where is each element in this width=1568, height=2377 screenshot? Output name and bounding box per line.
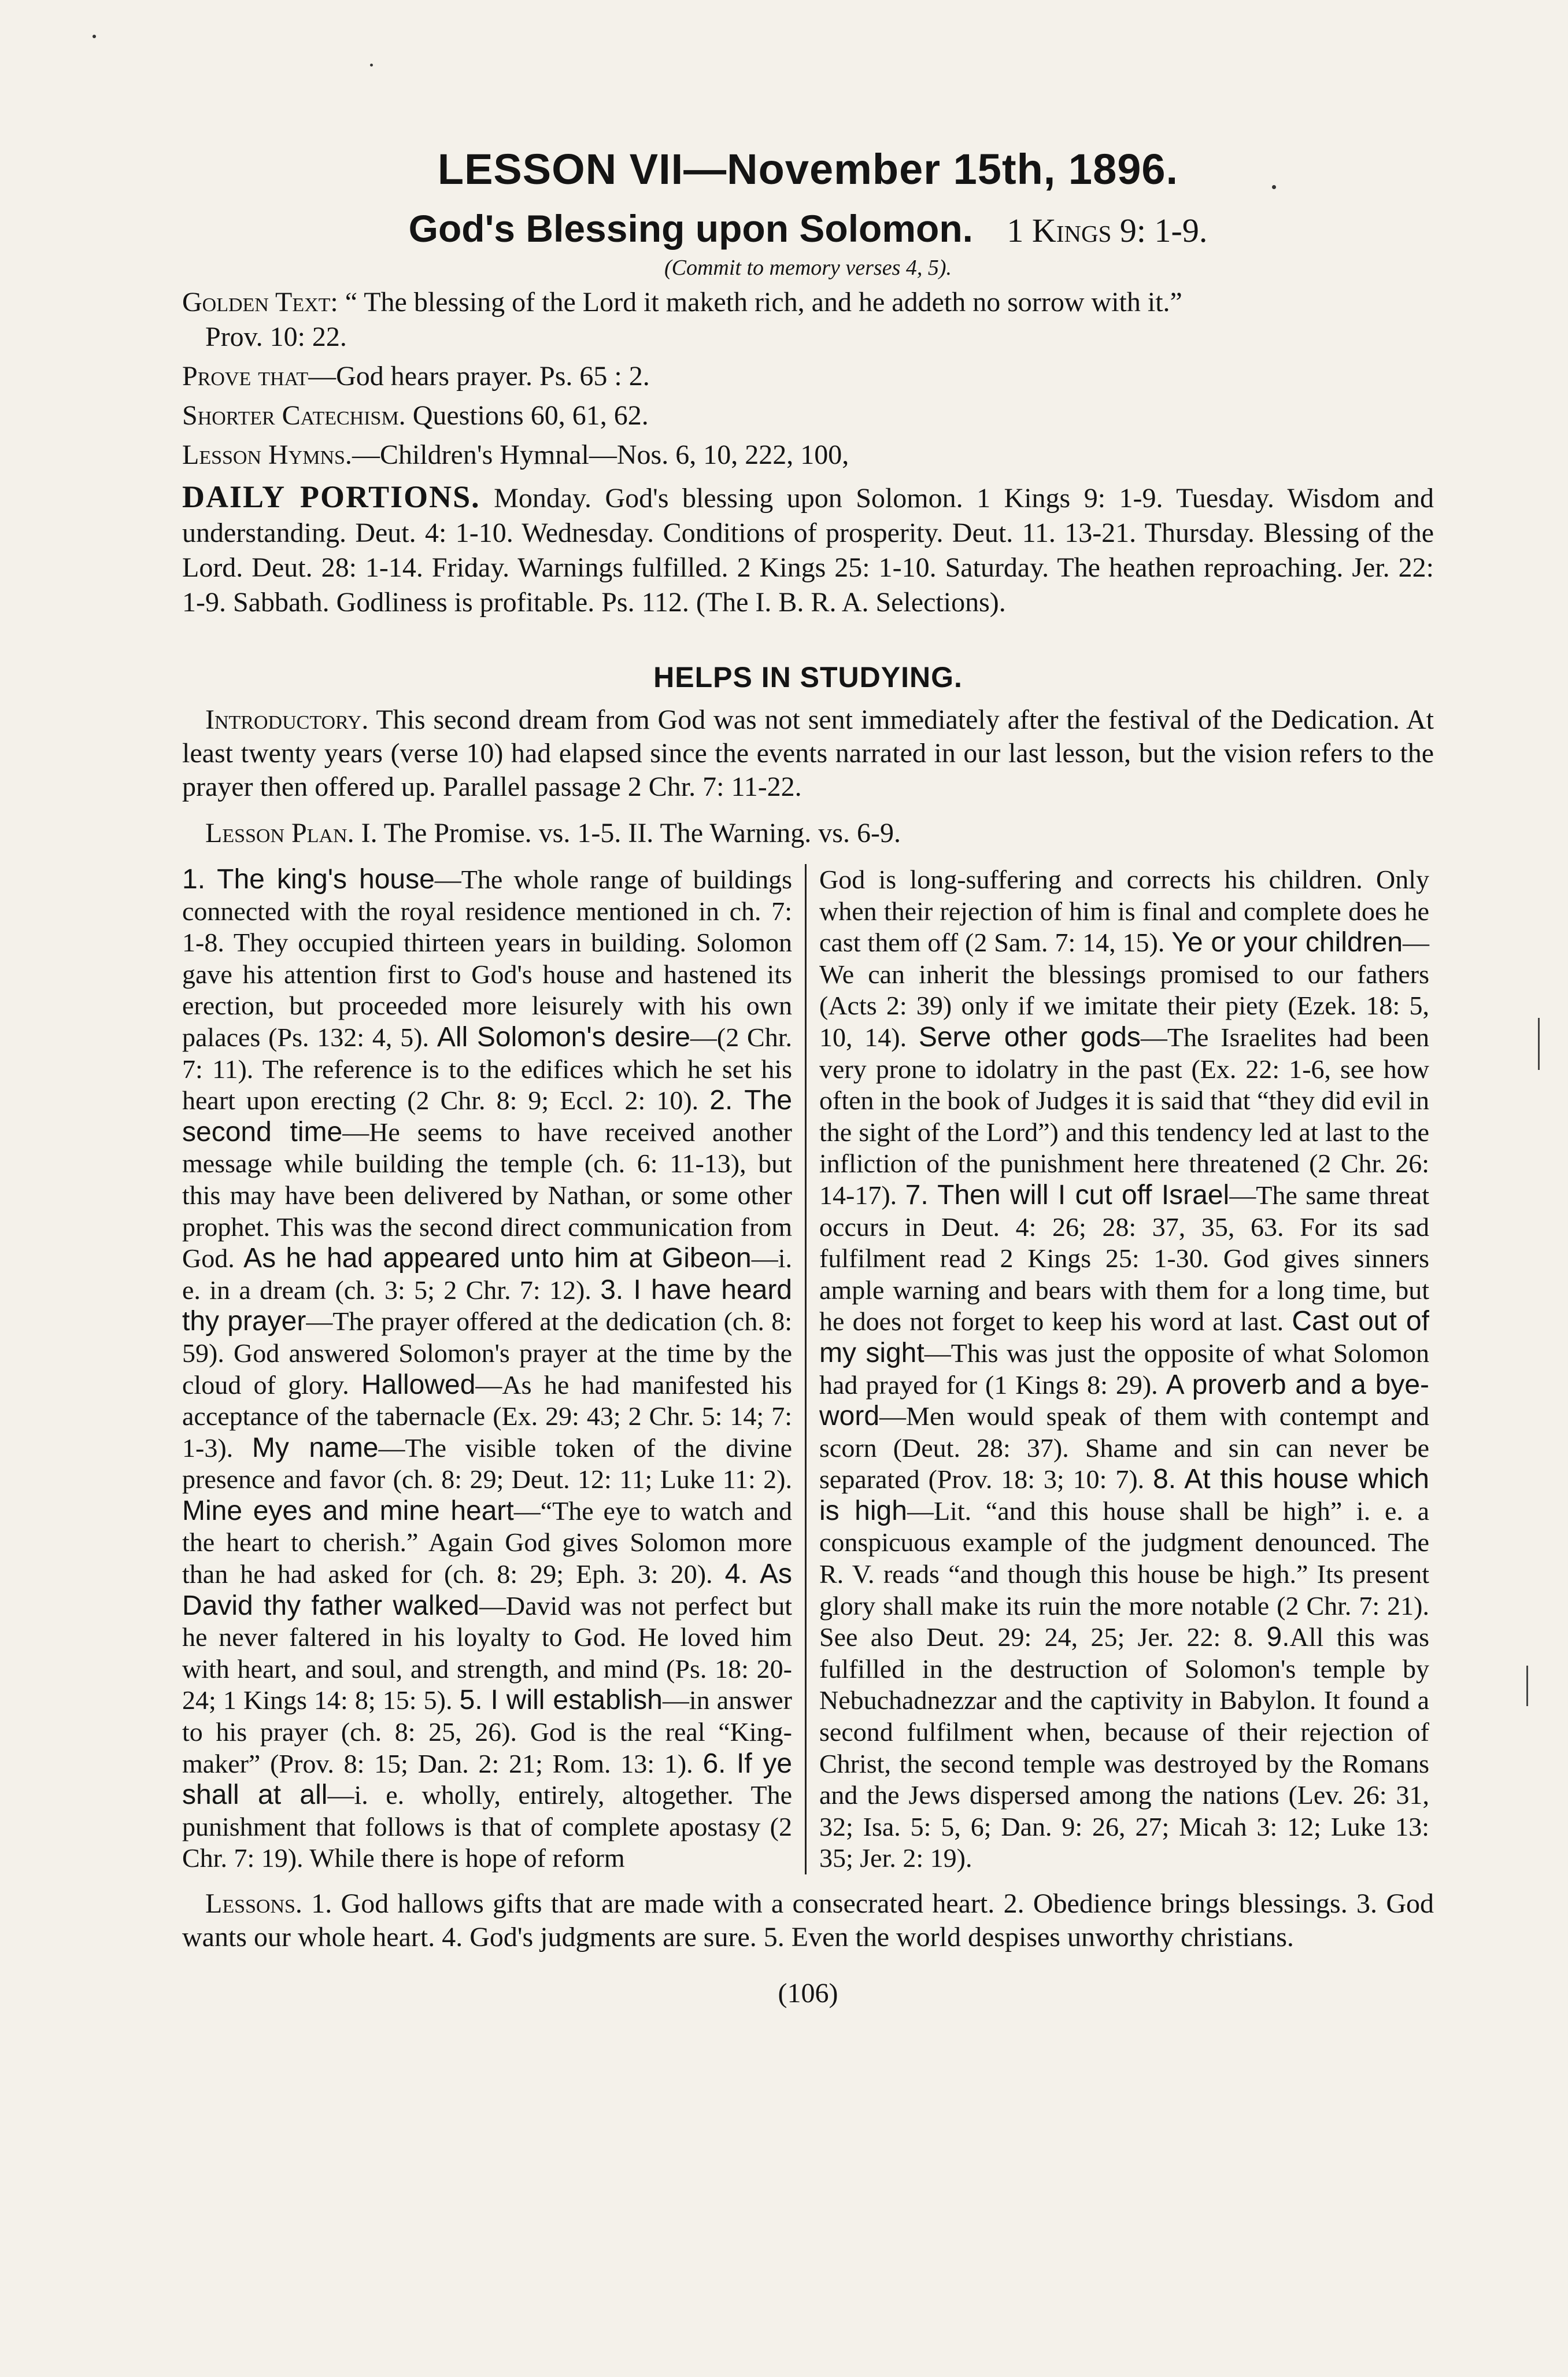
daily-portions — [182, 479, 1434, 620]
note-text: —Lit. “and this house shall be high” i. e. a conspicuous example of the judgment denounced. The R. V. reads “and though this house be high.” Its present glory shall make its ruin the more notable (2 Chr. 7: 21). See also Deut. 29: 24, 25; Jer. 22: 8. — [819, 1496, 1429, 1652]
note-keyword: 7. Then will I cut off Israel — [905, 1179, 1230, 1210]
note-text: —i. e. in a dream (ch. 3: 5; 2 Chr. 7: 12). — [182, 1243, 792, 1305]
catechism-label: Shorter Catechism. — [182, 400, 406, 431]
daily-portions-label: DAILY PORTIONS. — [182, 479, 480, 514]
hymns-label: Lesson Hymns. — [182, 440, 352, 470]
commit-note: (Commit to memory verses 4, 5). — [664, 256, 952, 280]
note-text: —The visible token of the divine presence and favor (ch. 8: 29; Deut. 12: 11; Luke 11: 2). — [182, 1433, 793, 1494]
note-keyword: Ye or your children — [1171, 927, 1403, 958]
lesson-subtitle — [182, 206, 1434, 250]
document-page — [182, 124, 1434, 2009]
scan-mark — [1526, 1666, 1528, 1706]
note-keyword: As he had appeared unto him at Gibeon — [243, 1243, 752, 1274]
note-text: —(2 Chr. 7: 11). The reference is to the edifices which he set his heart upon erecting (2 Chr. 8: 9; Eccl. 2: 10). — [182, 1022, 793, 1116]
scan-speck — [93, 35, 96, 38]
shorter-catechism — [182, 398, 1434, 433]
subtitle-main: God's Blessing upon Solomon. — [408, 207, 974, 250]
lesson-title: LESSON VII—November 15th, 1896. — [437, 145, 1179, 193]
note-text: —The same threat occurs in Deut. 4: 26; 28: 37, 35, 63. For its sad fulfilment read 2 Kings 25: 1-30. God gives sinners ample warning and bears with them for a long time, but he does not forget to keep his word at last. — [819, 1180, 1430, 1337]
note-text: —The whole range of buildings connected with the royal residence mentioned in ch. 7: 1-8. They occupied thirteen years in building. Solomon gave his attention first to God's house and hastened its erection, but proceeded more leisurely with his own palaces (Ps. 132: 4, 5). — [182, 865, 792, 1052]
note-text: —i. e. wholly, entirely, altogether. The punishment that follows is that of complete apostasy (2 Chr. 7: 19). While there is hope of reform — [182, 1780, 792, 1873]
daily-portions-text: Monday. God's blessing upon Solomon. 1 Kings 9: 1-9. Tuesday. Wisdom and understanding. Deut. 4: 1-10. Wednesday. Conditions of prosperity. Deut. 11. 13-21. Thursday. Blessing of the Lord. Deut. 28: 1-14. Friday. Warnings fulfilled. 2 Kings 25: 1-10. Saturday. The heathen reproaching. Jer. 22: 1-9. Sabbath. Godliness is profitable. Ps. 112. (The I. B. R. A. Selections). — [182, 483, 1434, 618]
golden-text-reference: Prov. 10: 22. — [205, 322, 347, 352]
scan-speck — [370, 64, 373, 67]
note-keyword: My name — [252, 1432, 379, 1463]
note-keyword: A proverb and a bye-word — [819, 1369, 1430, 1432]
note-entry — [819, 1622, 1429, 1873]
lessons-label: Lessons. — [205, 1888, 302, 1919]
note-keyword: All Solomon's desire — [437, 1021, 690, 1053]
note-text: —David was not perfect but he never faltered in his loyalty to God. He loved him with heart, and soul, and strength, and mind (Ps. 18: 20-24; 1 Kings 14: 8; 15: 5). — [182, 1590, 792, 1715]
lessons-text: 1. God hallows gifts that are made with a consecrated heart. 2. Obedience brings blessings. 3. God wants our whole heart. 4. God's judgments are sure. 5. Even the world despises unworthy christians. — [182, 1888, 1434, 1952]
note-text: God is long-suffering and corrects his children. Only when their rejection of him is final and complete does he cast them off (2 Sam. 7: 14, 15). — [819, 865, 1429, 958]
prove-that-text: —God hears prayer. Ps. 65 : 2. — [308, 361, 650, 392]
subtitle-reference: 1 Kings 9: 1-9. — [1007, 212, 1208, 249]
introductory-label: Introductory. — [205, 704, 369, 735]
note-keyword: 4. As David thy father walked — [182, 1559, 793, 1621]
catechism-text: Questions 60, 61, 62. — [412, 400, 649, 431]
note-keyword: 5. I will establish — [459, 1685, 663, 1716]
prove-that — [182, 359, 1434, 394]
note-keyword: 9. — [1266, 1622, 1290, 1653]
note-text: —As he had manifested his acceptance of the tabernacle (Ex. 29: 43; 2 Chr. 5: 14; 7: 1-3). — [182, 1370, 792, 1463]
lessons — [182, 1887, 1434, 1954]
note-keyword: 6. If ye shall at all — [182, 1748, 793, 1811]
lesson-plan-label: Lesson Plan. — [205, 818, 354, 848]
golden-text-label: Golden Text: — [182, 287, 338, 318]
note-text: —The Israelites had been very prone to idolatry in the past (Ex. 22: 1-6, see how often in the book of Judges it is said that “they did evil in the sight of the Lord”) and this tendency led at last to the infliction of the punishment here threatened (2 Chr. 26: 14-17). — [819, 1022, 1429, 1210]
note-text: —We can inherit the blessings promised to our fathers (Acts 2: 39) only if we imitate their piety (Ezek. 18: 5, 10, 14). — [819, 928, 1430, 1052]
lesson-plan-text: I. The Promise. vs. 1-5. II. The Warning. vs. 6-9. — [361, 818, 901, 848]
note-text: —Men would speak of them with contempt and scorn (Deut. 28: 37). Shame and sin can never be separated (Prov. 18: 3; 10: 7). — [819, 1401, 1429, 1494]
golden-text-body: “ The blessing of the Lord it maketh rich, and he addeth no sorrow with it.” — [345, 287, 1182, 318]
page-number: (106) — [778, 1978, 838, 2009]
notes-column-left — [182, 864, 807, 1874]
note-text: —He seems to have received another message while building the temple (ch. 6: 11-13), but this may have been delivered by Nathan, or some other prophet. This was the second direct communication from God. — [182, 1117, 792, 1274]
prove-that-label: Prove that — [182, 361, 309, 392]
note-text: All this was fulfilled in the destruction of Solomon's temple by Nebuchadnezzar and the captivity in Babylon. It found a second fulfilment when, because of their rejection of Christ, the second temple was destroyed by the Romans and the Jews dispersed among the nations (Lev. 26: 31, 32; Isa. 5: 5, 6; Dan. 9: 26, 27; Micah 3: 12; Luke 13: 35; Jer. 2: 19). — [819, 1622, 1430, 1873]
note-text: —“The eye to watch and the heart to cherish.” Again God gives Solomon more than he had asked for (ch. 8: 29; Eph. 3: 20). — [182, 1496, 792, 1589]
note-keyword: 2. The second time — [182, 1085, 793, 1147]
note-text: —The prayer offered at the dedication (ch. 8: 59). God answered Solomon's prayer at the time by the cloud of glory. — [182, 1306, 792, 1400]
note-keyword: 1. The king's house — [182, 864, 435, 895]
note-keyword: 8. At this house which is high — [819, 1464, 1429, 1526]
notes-columns — [182, 864, 1434, 1874]
hymns-text: —Children's Hymnal—Nos. 6, 10, 222, 100, — [352, 440, 849, 470]
lesson-plan — [182, 817, 1434, 850]
notes-column-right — [807, 864, 1429, 1874]
note-keyword: Serve other gods — [918, 1021, 1141, 1053]
note-keyword: Mine eyes and mine heart — [182, 1495, 514, 1526]
note-entry — [182, 1496, 792, 1589]
note-text: —This was just the opposite of what Solomon had prayed for (1 Kings 8: 29). — [819, 1338, 1429, 1400]
note-keyword: Hallowed — [361, 1369, 476, 1400]
introductory-text: This second dream from God was not sent immediately after the festival of the Dedication. At least twenty years (verse 10) had elapsed since the events narrated in our last lesson, but the vision refers to the prayer then offered up. Parallel passage 2 Chr. 7: 11-22. — [182, 704, 1434, 802]
note-keyword: 3. I have heard thy prayer — [182, 1274, 793, 1337]
note-entry — [182, 1433, 792, 1494]
helps-heading: HELPS IN STUDYING. — [653, 661, 963, 693]
note-text: —in answer to his prayer (ch. 8: 25, 26). God is the real “King-maker” (Prov. 8: 15; Dan. 2: 21; Rom. 13: 1). — [182, 1685, 792, 1778]
note-keyword: Cast out of my sight — [819, 1306, 1430, 1368]
scan-mark — [1538, 1018, 1540, 1070]
introductory — [182, 703, 1434, 804]
golden-text — [182, 285, 1434, 320]
lesson-hymns — [182, 438, 1434, 473]
